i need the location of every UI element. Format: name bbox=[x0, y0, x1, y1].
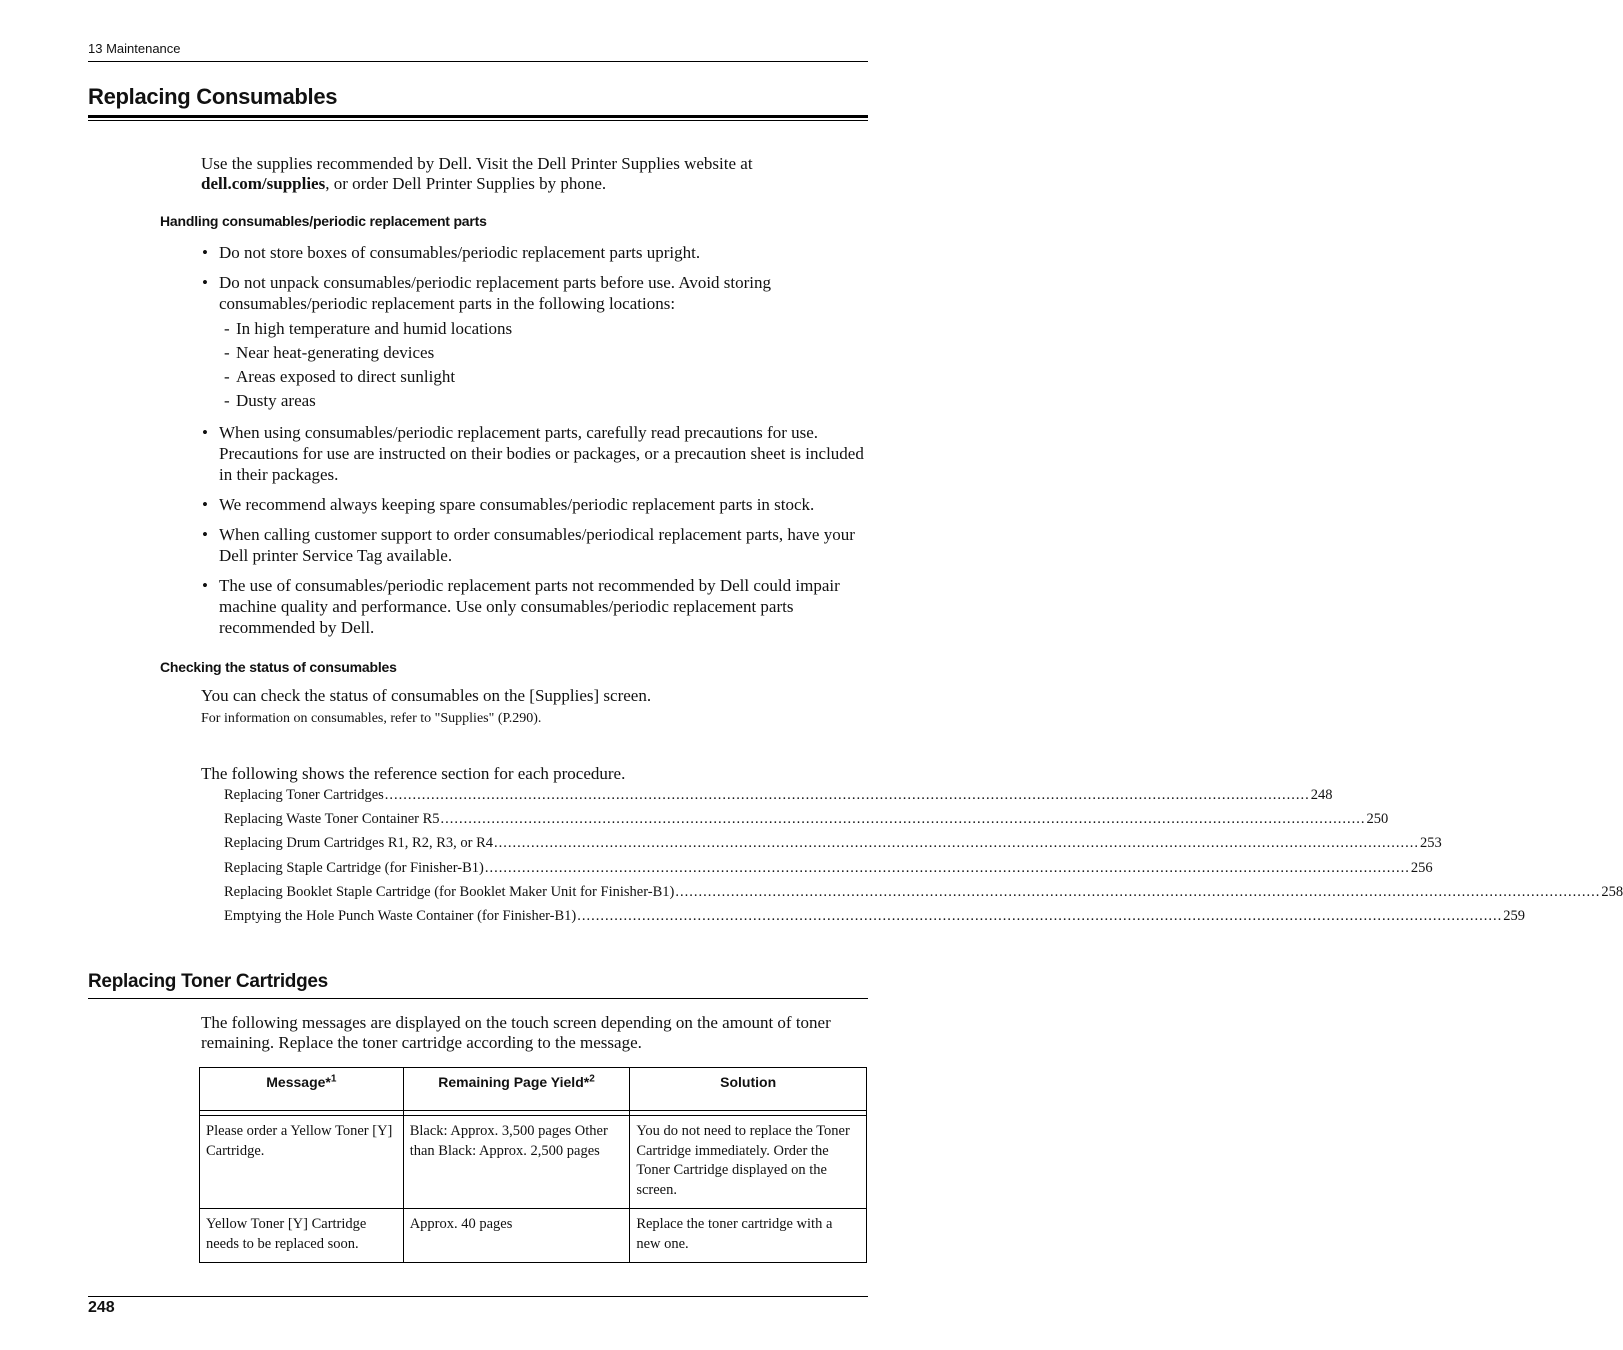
subsection-divider bbox=[88, 998, 868, 999]
list-item: • When using consumables/periodic replacement parts, carefully read precautions for use. Precautions for use are instructed on their bodies or packages, or a precaution sheet is included in their packages. bbox=[201, 422, 871, 485]
list-item: - Areas exposed to direct sunlight bbox=[219, 365, 871, 389]
table-row bbox=[200, 1209, 867, 1263]
table-cell: Approx. 40 pages bbox=[403, 1209, 630, 1263]
page-number: 248 bbox=[88, 1299, 115, 1316]
table-cell: Yellow Toner [Y] Cartridge needs to be replaced soon. bbox=[200, 1209, 404, 1263]
list-item: - Near heat-generating devices bbox=[219, 341, 871, 365]
intro-paragraph bbox=[201, 154, 871, 194]
list-item: • When calling customer support to order consumables/periodical replacement parts, have your Dell printer Service Tag available. bbox=[201, 524, 871, 566]
column-header-solution: Solution bbox=[630, 1068, 867, 1111]
toc-entry[interactable] bbox=[224, 811, 1389, 835]
list-item: - In high temperature and humid locations bbox=[219, 317, 871, 341]
header-divider bbox=[88, 61, 868, 62]
table-cell: You do not need to replace the Toner Cartridge immediately. Order the Toner Cartridge displayed on the screen. bbox=[630, 1116, 867, 1209]
toc-page: 250 bbox=[1366, 811, 1389, 828]
table-cell: Black: Approx. 3,500 pages Other than Black: Approx. 2,500 pages bbox=[403, 1116, 630, 1209]
title-thin-rule bbox=[88, 120, 868, 121]
toc-leader: ........................................................................................................................................................................................................ bbox=[577, 907, 1503, 924]
toc-leader: ........................................................................................................................................................................................................ bbox=[384, 787, 1310, 803]
running-header: 13 Maintenance bbox=[88, 41, 181, 56]
list-item: • Do not unpack consumables/periodic replacement parts before use. Avoid storing consumables/periodic replacement parts in the following locations: - In high temperature and humid locations - Near heat-generating devices - Areas exposed to direct sunlight - Dusty areas bbox=[201, 272, 871, 413]
storage-location-list bbox=[219, 317, 871, 413]
footer-divider bbox=[88, 1296, 868, 1297]
toc-leader: ........................................................................................................................................................................................................ bbox=[494, 835, 1420, 852]
list-item: - Dusty areas bbox=[219, 389, 871, 413]
checking-text: You can check the status of consumables on the [Supplies] screen. bbox=[201, 686, 652, 705]
toc-entry[interactable] bbox=[224, 787, 1333, 811]
toc-entry[interactable] bbox=[224, 859, 1433, 884]
title-thick-rule bbox=[88, 115, 868, 118]
toc-page: 259 bbox=[1503, 907, 1526, 924]
handling-bullet-list bbox=[201, 242, 871, 647]
toc-title: Emptying the Hole Punch Waste Container (for Finisher-B1) bbox=[224, 907, 577, 924]
column-header-yield: Remaining Page Yield*$^2$ bbox=[403, 1068, 630, 1111]
toc-leader: ........................................................................................................................................................................................................ bbox=[675, 883, 1601, 900]
table-row bbox=[200, 1116, 867, 1209]
table-cell: Replace the toner cartridge with a new one. bbox=[630, 1209, 867, 1263]
column-header-message: Message*$^1$ bbox=[200, 1068, 404, 1111]
toc-page: 248 bbox=[1310, 787, 1333, 803]
toc-title: Replacing Toner Cartridges bbox=[224, 787, 384, 803]
list-item: • We recommend always keeping spare consumables/periodic replacement parts in stock. bbox=[201, 494, 871, 515]
supplies-link[interactable]: dell.com/supplies bbox=[201, 174, 326, 193]
section-title: Replacing Consumables bbox=[88, 84, 338, 109]
checking-heading: Checking the status of consumables bbox=[160, 659, 397, 675]
table-cell: Please order a Yellow Toner [Y] Cartridge. bbox=[200, 1116, 404, 1209]
toc-entry[interactable] bbox=[224, 835, 1442, 859]
toc-title: Replacing Staple Cartridge (for Finisher-B1) bbox=[224, 859, 484, 876]
list-item: • The use of consumables/periodic replacement parts not recommended by Dell could impair machine quality and performance. Use only consumables/periodic replacement parts recommended by Dell. bbox=[201, 575, 871, 638]
handling-heading: Handling consumables/periodic replacement parts bbox=[160, 213, 487, 229]
toner-message-table bbox=[199, 1067, 867, 1263]
toc-title: Replacing Drum Cartridges R1, R2, R3, or R4 bbox=[224, 835, 494, 852]
reference-intro: The following shows the reference section for each procedure. bbox=[201, 764, 626, 783]
intro-line2: , or order Dell Printer Supplies by phone. bbox=[325, 174, 607, 193]
supplies-reference-note: For information on consumables, refer to "Supplies" (P.290). bbox=[201, 711, 542, 726]
list-item: • Do not store boxes of consumables/periodic replacement parts upright. bbox=[201, 242, 871, 263]
toner-intro: The following messages are displayed on the touch screen depending on the amount of toner remaining. Replace the toner cartridge according to the message. bbox=[201, 1013, 831, 1052]
reference-toc bbox=[224, 787, 1623, 932]
toc-entry[interactable] bbox=[224, 907, 1526, 932]
table-header-row bbox=[200, 1068, 867, 1111]
toc-title: Replacing Booklet Staple Cartridge (for Booklet Maker Unit for Finisher-B1) bbox=[224, 883, 675, 900]
toc-entry[interactable] bbox=[224, 883, 1623, 908]
intro-line1: Use the supplies recommended by Dell. Visit the Dell Printer Supplies website at bbox=[201, 154, 753, 173]
toc-page: 258 bbox=[1601, 883, 1623, 900]
toc-page: 253 bbox=[1420, 835, 1442, 852]
toc-title: Replacing Waste Toner Container R5 bbox=[224, 811, 440, 828]
toc-leader: ........................................................................................................................................................................................................ bbox=[440, 811, 1366, 828]
toc-page: 256 bbox=[1410, 859, 1433, 876]
subsection-title: Replacing Toner Cartridges bbox=[88, 971, 328, 992]
toc-leader: ........................................................................................................................................................................................................ bbox=[484, 859, 1410, 876]
